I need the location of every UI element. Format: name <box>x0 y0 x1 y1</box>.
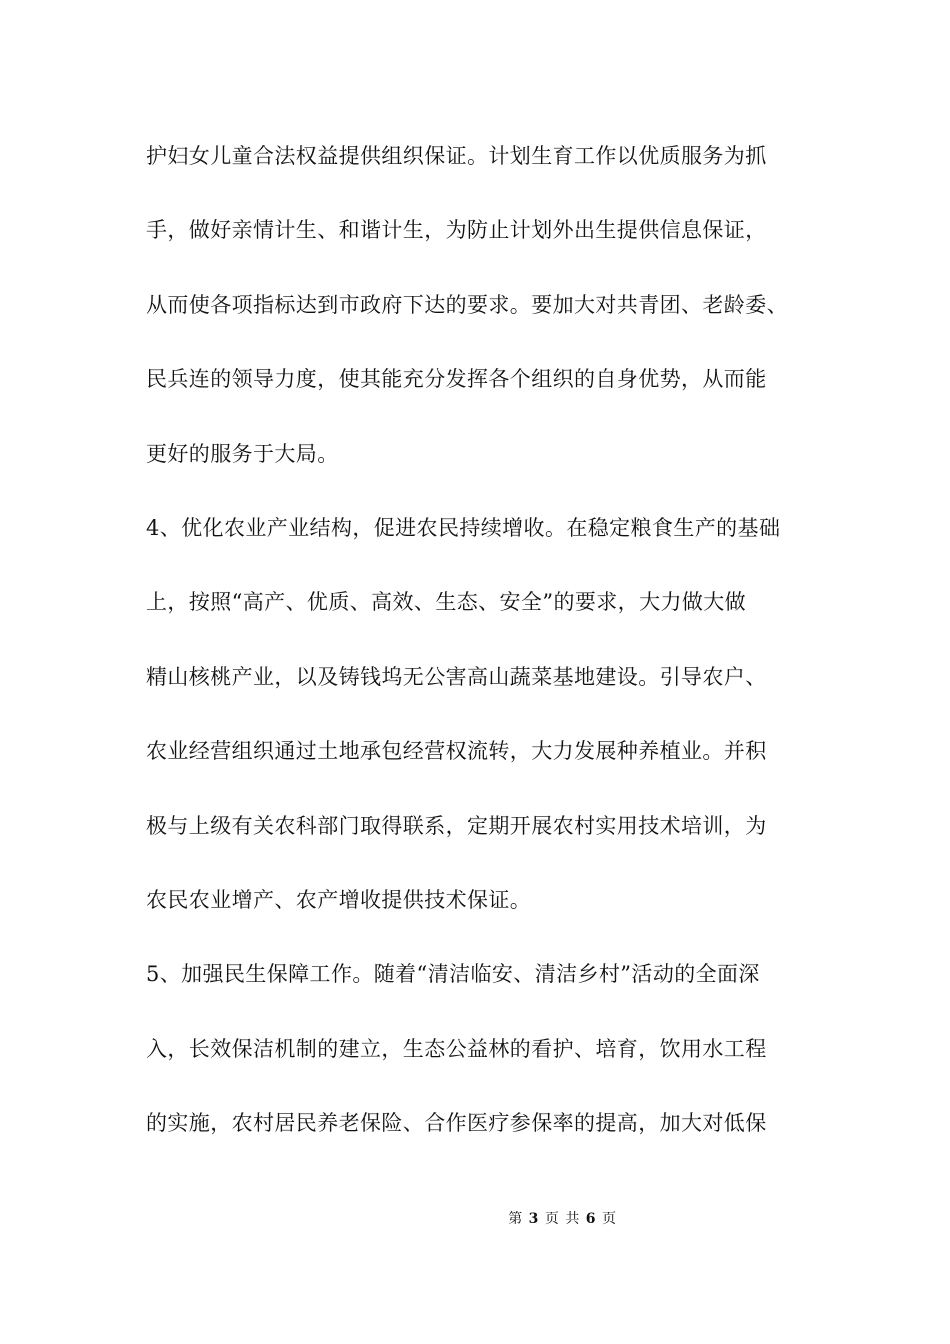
footer-prefix: 第 <box>508 1211 524 1227</box>
page-number <box>508 1208 617 1228</box>
text-line: 精山核桃产业，以及铸钱坞无公害高山蔬菜基地建设。引导农户、 <box>146 664 767 689</box>
text-line: 的实施，农村居民养老保险、合作医疗参保率的提高，加大对低保 <box>146 1111 767 1136</box>
footer-suffix: 页 <box>601 1211 617 1227</box>
text-line: 4、优化农业产业结构，促进农民持续增收。在稳定粮食生产的基础 <box>146 515 781 540</box>
text-line: 护妇女儿童合法权益提供组织保证。计划生育工作以优质服务为抓 <box>146 144 767 168</box>
body-text <box>146 136 826 1177</box>
current-page-number: 3 <box>528 1211 540 1227</box>
text-line: 更好的服务于大局。 <box>146 441 339 466</box>
text-line: 农民农业增产、农产增收提供技术保证。 <box>146 887 532 912</box>
text-line: 农业经营组织通过土地承包经营权流转，大力发展种养植业。并积 <box>146 739 767 764</box>
text-line: 入，长效保洁机制的建立，生态公益林的看护、培育，饮用水工程 <box>146 1036 767 1061</box>
text-line: 上，按照“高产、优质、高效、生态、安全”的要求，大力做大做 <box>146 590 747 615</box>
text-line: 民兵连的领导力度，使其能充分发挥各个组织的自身优势，从而能 <box>146 367 767 392</box>
text-line: 极与上级有关农科部门取得联系，定期开展农村实用技术培训，为 <box>146 813 767 838</box>
text-line: 从而使各项指标达到市政府下达的要求。要加大对共青团、老龄委、 <box>146 292 788 317</box>
total-pages-number: 6 <box>585 1211 597 1227</box>
footer-middle: 页 共 <box>544 1211 581 1227</box>
page-footer <box>0 1208 950 1228</box>
text-line: 5、加强民生保障工作。随着“清洁临安、清洁乡村”活动的全面深 <box>146 962 760 987</box>
text-line: 手，做好亲情计生、和谐计生，为防止计划外出生提供信息保证， <box>146 218 767 243</box>
